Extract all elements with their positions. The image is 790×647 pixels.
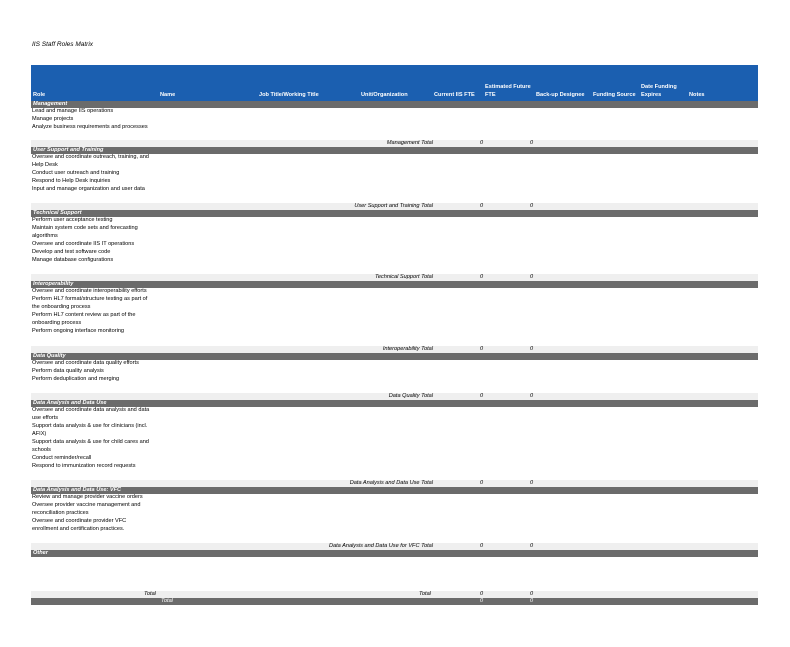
section-title: Technical Support — [33, 210, 82, 216]
role-line[interactable]: algorithms — [32, 233, 58, 239]
section-title: Interoperability — [33, 281, 74, 287]
section-header-management — [31, 101, 758, 108]
role-line[interactable]: AFIX) — [32, 431, 47, 437]
total-label: Data Analysis and Data Use Total — [349, 480, 433, 486]
col-future-fte-line1: Estimated Future — [485, 84, 531, 90]
role-line[interactable]: Oversee and coordinate IIS IT operations — [32, 241, 135, 247]
role-line[interactable]: Respond to Help Desk inquiries — [32, 178, 111, 184]
total-future-fte[interactable]: 0 — [530, 346, 534, 352]
role-line[interactable]: use efforts — [32, 415, 59, 421]
role-line[interactable]: Oversee and coordinate outreach, training, and — [32, 154, 149, 160]
total-current-fte[interactable]: 0 — [480, 393, 484, 399]
grand-total-bar-label: Total — [161, 598, 173, 604]
role-line[interactable]: Support data analysis & use for clinicians (incl. — [32, 423, 148, 429]
grand-total-bar-current[interactable]: 0 — [480, 598, 484, 604]
role-line[interactable]: Manage database configurations — [32, 257, 114, 263]
col-expires-line2: Expires — [641, 92, 662, 98]
col-notes[interactable]: Notes — [689, 92, 705, 98]
role-line[interactable]: the onboarding process — [32, 304, 91, 310]
section-total-row — [31, 543, 758, 550]
role-line[interactable]: Perform data quality analysis — [32, 368, 104, 374]
section-total-row — [31, 393, 758, 400]
section-title: Management — [33, 101, 68, 107]
role-line[interactable]: Oversee and coordinate data analysis and data — [32, 407, 150, 413]
total-label: User Support and Training Total — [354, 203, 433, 209]
role-line[interactable]: Conduct user outreach and training — [32, 170, 120, 176]
total-future-fte[interactable]: 0 — [530, 203, 534, 209]
role-line[interactable]: Perform HL7 content review as part of the — [32, 312, 136, 318]
role-line[interactable]: Help Desk — [32, 162, 58, 168]
role-line[interactable]: Review and manage provider vaccine orders — [32, 494, 143, 500]
col-future-fte[interactable] — [485, 83, 531, 99]
role-line[interactable]: schools — [32, 447, 51, 453]
total-future-fte[interactable]: 0 — [530, 480, 534, 486]
grand-total-left-label: Total — [144, 591, 156, 597]
total-future-fte[interactable]: 0 — [530, 393, 534, 399]
total-current-fte[interactable]: 0 — [480, 346, 484, 352]
role-line[interactable]: Manage projects — [32, 116, 74, 122]
total-current-fte[interactable]: 0 — [480, 543, 484, 549]
total-label: Data Analysis and Data Use for VFC Total — [328, 543, 433, 549]
role-line[interactable]: Oversee provider vaccine management and — [32, 502, 141, 508]
section-title: Data Quality — [33, 353, 66, 359]
section-total-row — [31, 140, 758, 147]
section-header-user-support — [31, 147, 758, 154]
section-total-row — [31, 274, 758, 281]
section-header-data-analysis — [31, 400, 758, 407]
page-title: IIS Staff Roles Matrix — [32, 41, 94, 48]
role-line[interactable]: Maintain system code sets and forecasting — [32, 225, 138, 231]
role-line[interactable]: Oversee and coordinate provider VFC — [32, 518, 127, 524]
col-expires-line1: Date Funding — [641, 84, 677, 90]
grand-total-bar — [31, 598, 758, 605]
role-line[interactable]: Perform ongoing interface monitoring — [32, 328, 125, 334]
grand-total-row — [31, 591, 758, 598]
section-header-data-quality — [31, 353, 758, 360]
col-name[interactable]: Name — [160, 92, 176, 98]
role-line[interactable]: Oversee and coordinate data quality efforts — [32, 360, 139, 366]
role-line[interactable]: reconciliation practices — [32, 510, 89, 516]
section-header-other — [31, 550, 758, 557]
col-expires[interactable] — [641, 83, 677, 99]
section-total-row — [31, 203, 758, 210]
role-line[interactable]: Perform HL7 format/structure testing as part of — [32, 296, 148, 302]
total-label: Technical Support Total — [374, 274, 433, 280]
col-funding[interactable]: Funding Source — [593, 92, 636, 98]
col-unit[interactable]: Unit/Organization — [361, 92, 408, 98]
total-current-fte[interactable]: 0 — [480, 480, 484, 486]
total-current-fte[interactable]: 0 — [480, 140, 484, 146]
total-current-fte[interactable]: 0 — [480, 274, 484, 280]
role-line[interactable]: Oversee and coordinate interoperability efforts — [32, 288, 147, 294]
section-header-data-analysis-vfc — [31, 487, 758, 494]
grand-total-current-fte[interactable]: 0 — [480, 591, 484, 597]
total-label: Management Total — [386, 140, 433, 146]
role-line[interactable]: Analyze business requirements and processes — [32, 124, 148, 130]
total-future-fte[interactable]: 0 — [530, 274, 534, 280]
col-backup[interactable]: Back-up Designee — [536, 92, 585, 98]
section-total-row — [31, 480, 758, 487]
col-future-fte-line2: FTE — [485, 92, 496, 98]
role-line[interactable]: Develop and test software code — [32, 249, 111, 255]
section-header-interoperability — [31, 281, 758, 288]
role-line[interactable]: onboarding process — [32, 320, 82, 326]
role-line[interactable]: Respond to immunization record requests — [32, 463, 136, 469]
total-future-fte[interactable]: 0 — [530, 543, 534, 549]
section-title: Other — [33, 550, 48, 556]
grand-total-right-label: Total — [419, 591, 431, 597]
section-title: Data Analysis and Data Use — [33, 400, 107, 406]
role-line[interactable]: Support data analysis & use for child cares and — [32, 439, 149, 445]
section-header-technical-support — [31, 210, 758, 217]
column-header-row — [31, 65, 758, 101]
section-total-row — [31, 346, 758, 353]
total-future-fte[interactable]: 0 — [530, 140, 534, 146]
section-title: User Support and Training — [33, 147, 104, 153]
col-role[interactable]: Role — [33, 92, 46, 98]
total-label: Interoperability Total — [382, 346, 433, 352]
role-line[interactable]: Conduct reminder/recall — [32, 455, 92, 461]
role-line[interactable]: Input and manage organization and user data — [32, 186, 145, 192]
section-title: Data Analysis and Data Use: VFC — [33, 487, 122, 493]
grand-total-bar-future[interactable]: 0 — [530, 598, 534, 604]
col-current-fte[interactable]: Current IIS FTE — [434, 92, 475, 98]
total-label: Data Quality Total — [388, 393, 433, 399]
col-job-title[interactable]: Job Title/Working Title — [259, 92, 319, 98]
total-current-fte[interactable]: 0 — [480, 203, 484, 209]
role-line[interactable]: Lead and manage IIS operations — [32, 108, 114, 114]
role-line[interactable]: Perform deduplication and merging — [32, 376, 120, 382]
role-line[interactable]: enrollment and certification practices. — [32, 526, 125, 532]
grand-total-future-fte[interactable]: 0 — [530, 591, 534, 597]
role-line[interactable]: Perform user acceptance testing — [32, 217, 113, 223]
